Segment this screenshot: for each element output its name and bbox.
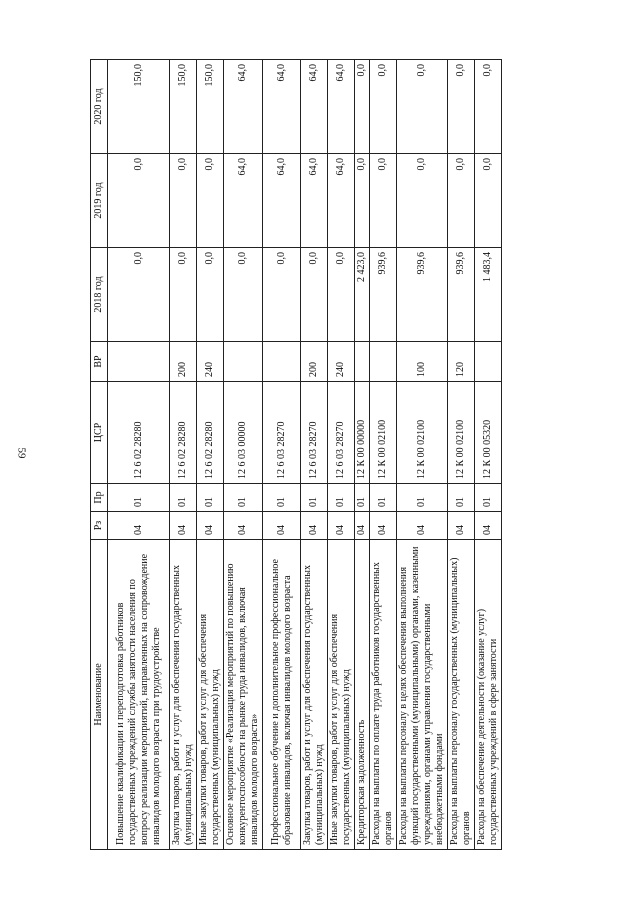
cell-rz: 04 [355, 512, 370, 540]
cell-name: Расходы на обеспечение деятельности (оказание услуг) государственных учреждений в сфере занятости [475, 540, 502, 850]
cell-2018: 0,0 [263, 248, 301, 342]
table-row [224, 60, 263, 850]
cell-vr [355, 342, 370, 382]
table-row [263, 60, 301, 850]
cell-vr: 100 [397, 342, 448, 382]
cell-csr: 12 К 00 02100 [448, 382, 475, 484]
table-row [108, 60, 170, 850]
cell-pr: 01 [397, 484, 448, 512]
cell-csr: 12 6 02 28280 [108, 382, 170, 484]
cell-vr [224, 342, 263, 382]
cell-pr: 01 [328, 484, 355, 512]
cell-vr: 240 [197, 342, 224, 382]
cell-pr: 01 [263, 484, 301, 512]
cell-2020: 0,0 [397, 60, 448, 154]
cell-csr: 12 К 00 02100 [370, 382, 397, 484]
cell-2020: 150,0 [197, 60, 224, 154]
cell-name: Профессиональное обучение и дополнительное профессиональное образование инвалидов, включая инвалидов молодого возраста [263, 540, 301, 850]
cell-rz: 04 [108, 512, 170, 540]
table-row [370, 60, 397, 850]
cell-2019: 0,0 [108, 154, 170, 248]
cell-rz: 04 [475, 512, 502, 540]
cell-rz: 04 [370, 512, 397, 540]
cell-name: Расходы на выплаты персоналу в целях обеспечения выполнения функций государственными (муниципальными) органами, казенными учреждениями, органами управления государственными внебюджетными фондами [397, 540, 448, 850]
cell-name: Иные закупки товаров, работ и услуг для обеспечения государственных (муниципальных) нужд [197, 540, 224, 850]
cell-vr: 200 [301, 342, 328, 382]
cell-2020: 0,0 [448, 60, 475, 154]
cell-2019: 0,0 [170, 154, 197, 248]
cell-name: Закупка товаров, работ и услуг для обеспечения государственных (муниципальных) нужд [301, 540, 328, 850]
cell-vr [263, 342, 301, 382]
cell-vr [108, 342, 170, 382]
cell-csr: 12 6 03 28270 [263, 382, 301, 484]
cell-name: Расходы на выплаты по оплате труда работников государственных органов [370, 540, 397, 850]
cell-name: Повышение квалификации и переподготовка работников государственных учреждений службы занятости населения по вопросу реализации мероприятий, направленных на сопровождение инвалидов молодого возраста при трудоустройстве [108, 540, 170, 850]
cell-name: Расходы на выплаты персоналу государственных (муниципальных) органов [448, 540, 475, 850]
table-row [301, 60, 328, 850]
cell-2019: 0,0 [448, 154, 475, 248]
col-header-2018: 2018 год [91, 248, 108, 342]
cell-vr: 240 [328, 342, 355, 382]
cell-2019: 64,0 [224, 154, 263, 248]
cell-rz: 04 [224, 512, 263, 540]
cell-pr: 01 [370, 484, 397, 512]
cell-2019: 0,0 [370, 154, 397, 248]
rotated-table-wrapper [90, 60, 565, 850]
page-number [0, 0, 42, 905]
cell-name: Основное мероприятие «Реализация мероприятий по повышению конкурентоспособности на рынке труда инвалидов, включая инвалидов молодого возраста» [224, 540, 263, 850]
cell-2020: 0,0 [370, 60, 397, 154]
cell-2020: 0,0 [475, 60, 502, 154]
col-header-2019: 2019 год [91, 154, 108, 248]
cell-2020: 150,0 [170, 60, 197, 154]
cell-2019: 0,0 [397, 154, 448, 248]
cell-rz: 04 [301, 512, 328, 540]
cell-2020: 64,0 [328, 60, 355, 154]
cell-pr: 01 [448, 484, 475, 512]
cell-2019: 0,0 [355, 154, 370, 248]
cell-name: Закупка товаров, работ и услуг для обеспечения государственных (муниципальных) нужд [170, 540, 197, 850]
cell-csr: 12 К 00 02100 [397, 382, 448, 484]
cell-rz: 04 [197, 512, 224, 540]
cell-2020: 0,0 [355, 60, 370, 154]
cell-2019: 64,0 [301, 154, 328, 248]
cell-pr: 01 [475, 484, 502, 512]
cell-csr: 12 6 02 28280 [197, 382, 224, 484]
cell-csr: 12 6 03 28270 [301, 382, 328, 484]
cell-2020: 64,0 [263, 60, 301, 154]
col-header-pr: Пр [91, 484, 108, 512]
cell-rz: 04 [170, 512, 197, 540]
cell-pr: 01 [355, 484, 370, 512]
cell-rz: 04 [397, 512, 448, 540]
cell-vr: 120 [448, 342, 475, 382]
table-row [475, 60, 502, 850]
table-row [328, 60, 355, 850]
cell-pr: 01 [108, 484, 170, 512]
cell-2018: 939,6 [448, 248, 475, 342]
cell-2018: 0,0 [197, 248, 224, 342]
cell-2019: 64,0 [263, 154, 301, 248]
cell-2020: 64,0 [301, 60, 328, 154]
cell-csr: 12 6 02 28280 [170, 382, 197, 484]
cell-2018: 1 483,4 [475, 248, 502, 342]
table-row [355, 60, 370, 850]
cell-csr: 12 К 00 00000 [355, 382, 370, 484]
cell-2018: 0,0 [328, 248, 355, 342]
col-header-name: Наименование [91, 540, 108, 850]
cell-name: Иные закупки товаров, работ и услуг для обеспечения государственных (муниципальных) нужд [328, 540, 355, 850]
cell-2018: 939,6 [370, 248, 397, 342]
cell-2018: 939,6 [397, 248, 448, 342]
cell-vr [475, 342, 502, 382]
table-row [170, 60, 197, 850]
table-row [197, 60, 224, 850]
cell-csr: 12 К 00 05320 [475, 382, 502, 484]
cell-rz: 04 [328, 512, 355, 540]
header-row [91, 60, 108, 850]
cell-2020: 150,0 [108, 60, 170, 154]
cell-2019: 0,0 [475, 154, 502, 248]
cell-vr [370, 342, 397, 382]
page-number-text: 59 [15, 447, 27, 458]
cell-pr: 01 [224, 484, 263, 512]
cell-2018: 0,0 [108, 248, 170, 342]
table-row [448, 60, 475, 850]
cell-2019: 64,0 [328, 154, 355, 248]
col-header-csr: ЦСР [91, 382, 108, 484]
budget-table [90, 59, 502, 850]
table-row [397, 60, 448, 850]
cell-csr: 12 6 03 00000 [224, 382, 263, 484]
cell-2018: 0,0 [301, 248, 328, 342]
cell-csr: 12 6 03 28270 [328, 382, 355, 484]
cell-vr: 200 [170, 342, 197, 382]
col-header-vr: ВР [91, 342, 108, 382]
cell-pr: 01 [170, 484, 197, 512]
cell-pr: 01 [197, 484, 224, 512]
cell-2019: 0,0 [197, 154, 224, 248]
cell-2018: 0,0 [170, 248, 197, 342]
cell-rz: 04 [448, 512, 475, 540]
cell-pr: 01 [301, 484, 328, 512]
col-header-rz: Рз [91, 512, 108, 540]
cell-2018: 2 423,0 [355, 248, 370, 342]
cell-name: Кредиторская задолженность [355, 540, 370, 850]
col-header-2020: 2020 год [91, 60, 108, 154]
cell-2018: 0,0 [224, 248, 263, 342]
cell-2020: 64,0 [224, 60, 263, 154]
cell-rz: 04 [263, 512, 301, 540]
